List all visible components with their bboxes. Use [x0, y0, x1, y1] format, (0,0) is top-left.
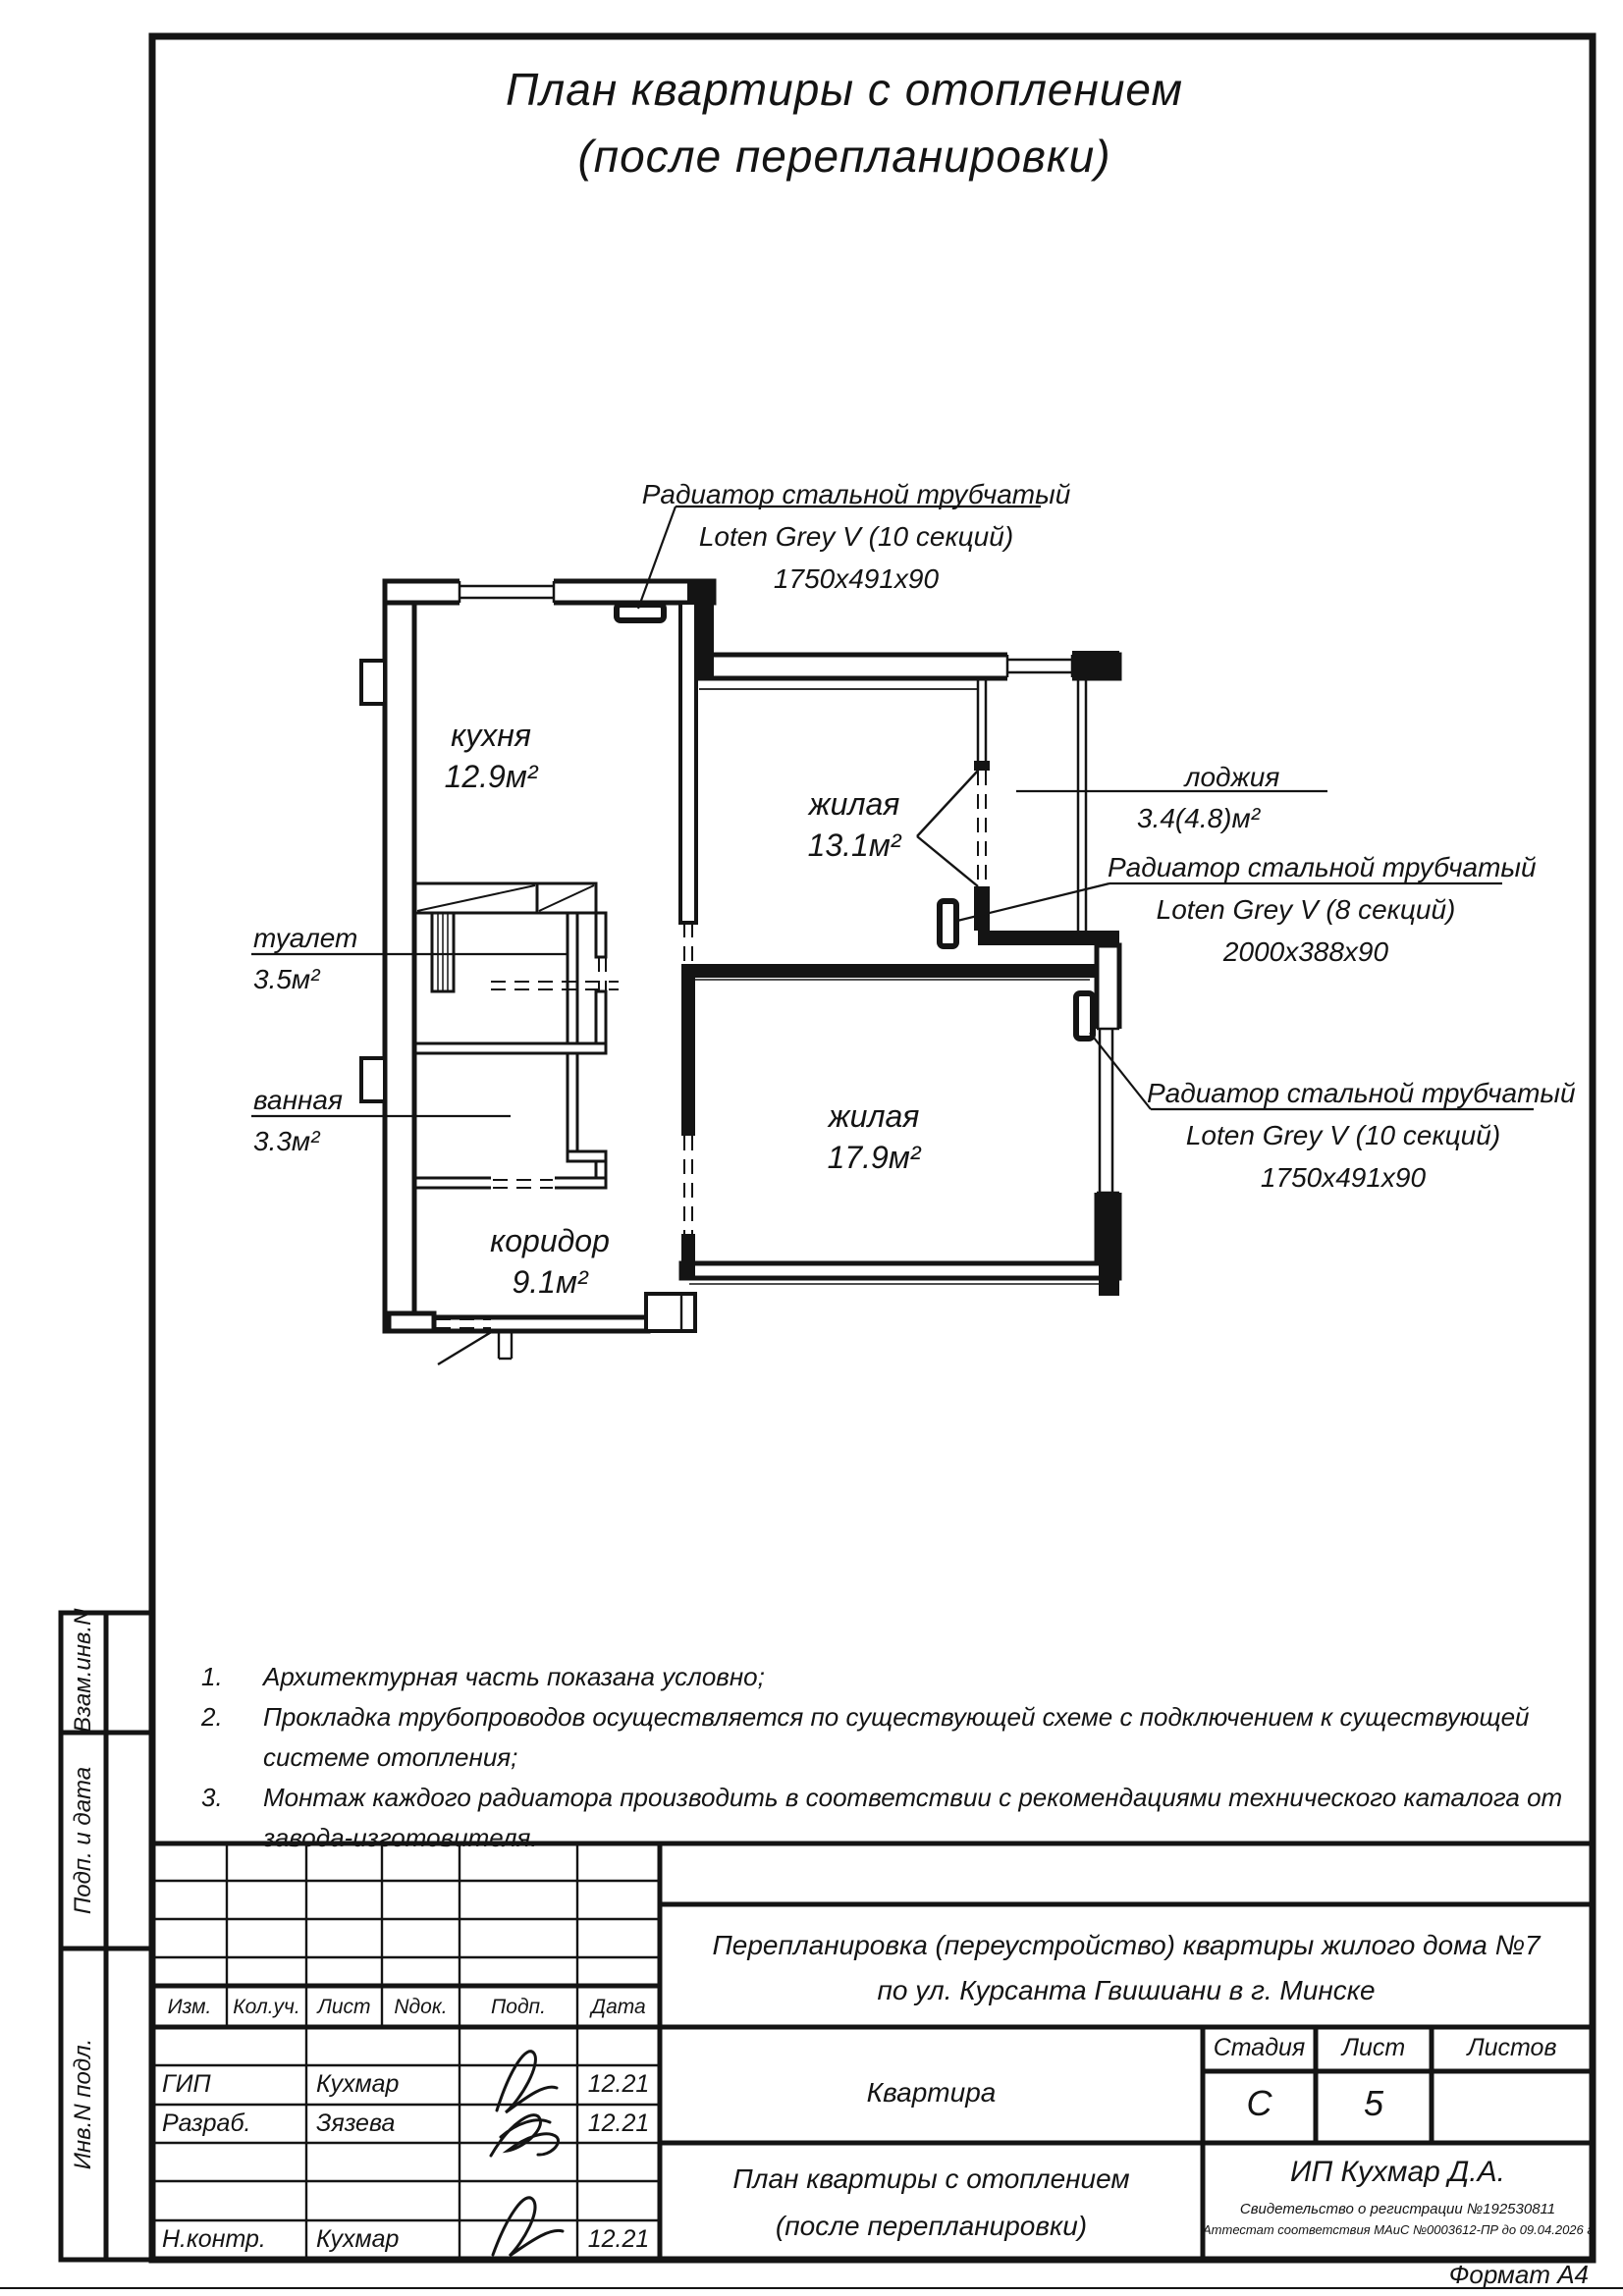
loggia-door-jamb-bottom [974, 886, 990, 931]
right-wall-lower [1099, 1193, 1119, 1296]
note-num: 1. [201, 1662, 223, 1691]
callout-line: 2000x388x90 [1222, 936, 1389, 967]
callout-line: 1750x491x90 [1260, 1162, 1427, 1193]
tb-org-cert2: Аттестат соответствия МАиС №0003612-ПР до 09.04.2026 г. [1203, 2222, 1597, 2237]
pilaster-1 [361, 661, 385, 704]
sidebar-label-vzam: Взам.инв.N [70, 1608, 96, 1733]
radiator-kitchen-icon [617, 605, 664, 620]
callout-line: Радиатор стальной трубчатый [1147, 1078, 1576, 1108]
closet [415, 883, 596, 913]
note-text: Прокладка трубопроводов осуществляется по существующей схеме с подключением к существующей [263, 1702, 1530, 1732]
tb-header-kol: Кол.уч. [233, 1996, 300, 2018]
bath-area: 3.3м² [253, 1126, 320, 1156]
loggia-bottom-wall [978, 931, 1119, 945]
note-text: Архитектурная часть показана условно; [263, 1662, 765, 1691]
room2-left-wall-b [681, 1234, 695, 1278]
tb-header-data: Дата [591, 1996, 646, 2018]
tb-header-izm: Изм. [167, 1996, 212, 2018]
tb-row-date: 12.21 [587, 2109, 650, 2137]
tb-project-line1: Перепланировка (переустройство) квартиры жилого дома №7 [712, 1930, 1541, 1960]
tb-sheets-label: Листов [1467, 2034, 1557, 2061]
pilaster-2 [361, 1058, 385, 1101]
tb-stage-label: Стадия [1213, 2034, 1306, 2061]
signature-gip [497, 2052, 557, 2112]
tb-row-name: Кухмар [316, 2225, 400, 2253]
room-living2: жилая 17.9м² [827, 1098, 921, 1175]
sidebar-label-inv: Инв.N подл. [70, 2038, 96, 2170]
callout-line: Loten Grey V (10 секций) [698, 521, 1014, 552]
wc-right-wall [568, 913, 577, 1043]
tb-sheet-label: Лист [1341, 2034, 1406, 2061]
tb-row-role: Н.контр. [162, 2225, 266, 2253]
page-title-line2: (после перепланировки) [577, 131, 1111, 182]
loggia-top-end [1072, 651, 1119, 678]
wall-room2-bottom [681, 1263, 1109, 1278]
tb-header-list: Лист [317, 1996, 371, 2018]
tb-stage-value: С [1246, 2083, 1272, 2123]
tb-row-name: Зязева [316, 2109, 396, 2137]
tb-sheet-value: 5 [1363, 2083, 1384, 2123]
loggia-area: 3.4(4.8)м² [1137, 803, 1261, 833]
tb-row-date: 12.21 [587, 2225, 650, 2253]
callout-line: Радиатор стальной трубчатый [641, 479, 1071, 509]
room-corridor: коридор 9.1м² [490, 1223, 610, 1300]
tb-doc-line1: План квартиры с отоплением [732, 2163, 1130, 2194]
note-num: 3. [201, 1783, 223, 1812]
tb-org-cert1: Свидетельство о регистрации №192530811 [1239, 2201, 1556, 2217]
wall-entry-cap [389, 1313, 434, 1331]
page-title-line1: План квартиры с отоплением [505, 64, 1184, 115]
room-kitchen: кухня 12.9м² [444, 718, 538, 794]
entry-pier [646, 1294, 695, 1331]
note-text: завода-изготовителя. [263, 1823, 538, 1852]
tb-org-name: ИП Кухмар Д.А. [1290, 2156, 1505, 2188]
hall-wall-lower [596, 991, 606, 1043]
callout-line: Loten Grey V (8 секций) [1156, 894, 1456, 925]
tb-row-date: 12.21 [587, 2070, 650, 2098]
tb-doc-line2: (после перепланировки) [775, 2211, 1088, 2241]
bath-right-wall [568, 1053, 577, 1151]
note-num: 2. [201, 1702, 223, 1732]
loggia-label: лоджия [1184, 762, 1280, 792]
tb-row-role: Разраб. [162, 2109, 251, 2137]
room2-top-wall [681, 964, 1097, 978]
hall-wall-upper [596, 913, 606, 957]
sidebar-label-podp: Подп. и дата [70, 1766, 96, 1915]
note-text: системе отопления; [263, 1742, 518, 1772]
callout-line: Loten Grey V (10 секций) [1185, 1120, 1501, 1150]
tb-object: Квартира [866, 2077, 997, 2108]
signature-razrab [491, 2115, 559, 2156]
room2-left-wall-a [681, 978, 695, 1136]
interior-partitions [415, 883, 606, 1188]
bath-label: ванная [253, 1085, 343, 1115]
loggia-door-jamb-top [974, 761, 990, 771]
toilet-area: 3.5м² [253, 964, 320, 994]
room-living1: жилая 13.1м² [807, 786, 901, 863]
note-text: Монтаж каждого радиатора производить в соответствии с рекомендациями технического каталога от [263, 1783, 1563, 1812]
callout-radiator-right [1108, 846, 1537, 973]
signature-strokes [491, 2052, 563, 2256]
tb-project-line2: по ул. Курсанта Гвишиани в г. Минске [877, 1975, 1376, 2005]
signature-nkontr [493, 2198, 563, 2256]
wall-kitchen-divider [680, 603, 696, 923]
callout-radiator-top [640, 473, 1072, 600]
radiator-living1-icon [940, 901, 956, 946]
toilet-label: туалет [253, 923, 358, 953]
callout-radiator-bottom [1147, 1072, 1576, 1199]
callout-line: 1750x491x90 [773, 563, 940, 594]
tb-row-name: Кухмар [316, 2070, 400, 2098]
notes-block [201, 1657, 1562, 1858]
format-label: Формат А4 [1448, 2260, 1589, 2289]
radiator-living2-icon [1076, 993, 1093, 1039]
tb-header-podp: Подп. [491, 1996, 546, 2018]
callout-line: Радиатор стальной трубчатый [1108, 852, 1537, 882]
tb-header-ndok: Nдок. [394, 1996, 448, 2018]
wall-left [385, 581, 414, 1317]
tb-row-role: ГИП [162, 2070, 211, 2098]
